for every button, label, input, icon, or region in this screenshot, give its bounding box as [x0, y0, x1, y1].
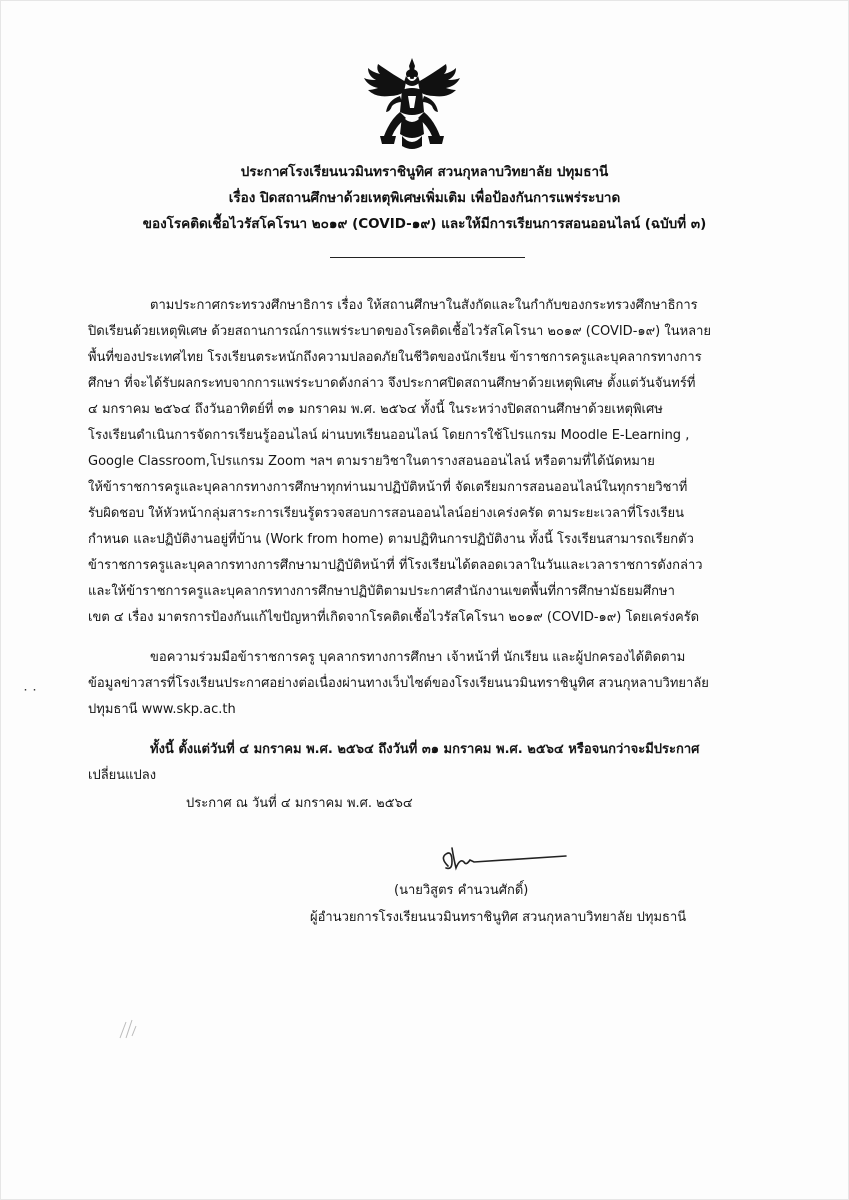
paragraph-line: รับผิดชอบ ให้หัวหน้ากลุ่มสาระการเรียนรู้ตรวจสอบการสอนออนไลน์อย่างเคร่งครัด ตามระยะเวลาที่โรงเรียน — [88, 506, 685, 521]
scan-mark: ˙˙ — [22, 688, 40, 704]
signatory-position: ผู้อำนวยการโรงเรียนนวมินทราชินูทิศ สวนกุหลาบวิทยาลัย ปทุมธานี — [310, 910, 687, 925]
scan-scratch-icon — [118, 1018, 148, 1040]
paragraph-line: ทั้งนี้ ตั้งแต่วันที่ ๔ มกราคม พ.ศ. ๒๕๖๔ ถึงวันที่ ๓๑ มกราคม พ.ศ. ๒๕๖๔ หรือจนกว่าจะมีประกาศ — [150, 742, 700, 757]
paragraph-line: ๔ มกราคม ๒๕๖๔ ถึงวันอาทิตย์ที่ ๓๑ มกราคม พ.ศ. ๒๕๖๔ ทั้งนี้ ในระหว่างปิดสถานศึกษาด้วยเหตุพิเศษ — [88, 402, 663, 417]
announcement-subject-cont: ของโรคติดเชื้อไวรัสโคโรนา ๒๐๑๙ (COVID-๑๙) และให้มีการเรียนการสอนออนไลน์ (ฉบับที่ ๓) — [142, 216, 707, 232]
paragraph-line: และให้ข้าราชการครูและบุคลากรทางการศึกษาปฏิบัติตามประกาศสำนักงานเขตพื้นที่การศึกษามัธยมศึกษา — [88, 584, 675, 599]
announcement-title: ประกาศโรงเรียนนวมินทราชินูทิศ สวนกุหลาบวิทยาลัย ปทุมธานี — [240, 164, 609, 180]
title-divider — [330, 257, 525, 258]
paragraph-line: เขต ๔ เรื่อง มาตรการป้องกันแก้ไขปัญหาที่เกิดจากโรคติดเชื้อไวรัสโคโรนา ๒๐๑๙ (COVID-๑๙) โดยเคร่งครัด — [88, 610, 700, 625]
paragraph-line: เปลี่ยนแปลง — [88, 768, 157, 783]
garuda-emblem-icon — [362, 56, 462, 152]
paragraph-line: ตามประกาศกระทรวงศึกษาธิการ เรื่อง ให้สถานศึกษาในสังกัดและในกำกับของกระทรวงศึกษาธิการ — [150, 298, 698, 313]
signatory-name: (นายวิสูตร คำนวนศักดิ์) — [394, 883, 529, 898]
paragraph-line: ข้อมูลข่าวสารที่โรงเรียนประกาศอย่างต่อเนื่องผ่านทางเว็บไซต์ของโรงเรียนนวมินทราชินูทิศ สวนกุหลาบวิทยาลัย — [88, 676, 709, 691]
paragraph-line: โรงเรียนดำเนินการจัดการเรียนรู้ออนไลน์ ผ่านบทเรียนออนไลน์ โดยการใช้โปรแกรม Moodle E-Learning , — [88, 428, 690, 443]
paragraph-line: ขอความร่วมมือข้าราชการครู บุคลากรทางการศึกษา เจ้าหน้าที่ นักเรียน และผู้ปกครองได้ติดตาม — [150, 650, 686, 665]
paragraph-line: Google Classroom,โปรแกรม Zoom ฯลฯ ตามรายวิชาในตารางสอนออนไลน์ หรือตามที่ได้นัดหมาย — [88, 454, 655, 469]
paragraph-line: พื้นที่ของประเทศไทย โรงเรียนตระหนักถึงความปลอดภัยในชีวิตของนักเรียน ข้าราชการครูและบุคลากรทางการ — [88, 350, 702, 365]
paragraph-line: ปิดเรียนด้วยเหตุพิเศษ ด้วยสถานการณ์การแพร่ระบาดของโรคติดเชื้อไวรัสโคโรนา ๒๐๑๙ (COVID-๑๙) ในหลาย — [88, 324, 712, 339]
paragraph-line: ศึกษา ที่จะได้รับผลกระทบจากการแพร่ระบาดดังกล่าว จึงประกาศปิดสถานศึกษาด้วยเหตุพิเศษ ตั้งแต่วันจันทร์ที่ — [88, 376, 696, 391]
paragraph-line: กำหนด และปฏิบัติงานอยู่ที่บ้าน (Work from home) ตามปฏิทินการปฏิบัติงาน ทั้งนี้ โรงเรียนสามารถเรียกตัว — [88, 532, 694, 547]
announcement-date: ประกาศ ณ วันที่ ๔ มกราคม พ.ศ. ๒๕๖๔ — [186, 796, 413, 811]
paragraph-line: ให้ข้าราชการครูและบุคลากรทางการศึกษาทุกท่านมาปฏิบัติหน้าที่ จัดเตรียมการสอนออนไลน์ในทุกรายวิชาที่ — [88, 480, 688, 495]
paragraph-line: ข้าราชการครูและบุคลากรทางการศึกษามาปฏิบัติหน้าที่ ที่โรงเรียนได้ตลอดเวลาในวันและเวลาราชการดังกล่าว — [88, 558, 703, 573]
announcement-subject: เรื่อง ปิดสถานศึกษาด้วยเหตุพิเศษเพิ่มเติม เพื่อป้องกันการแพร่ระบาด — [228, 190, 621, 206]
handwritten-signature-icon — [434, 840, 574, 880]
website-line: ปทุมธานี www.skp.ac.th — [88, 702, 236, 717]
